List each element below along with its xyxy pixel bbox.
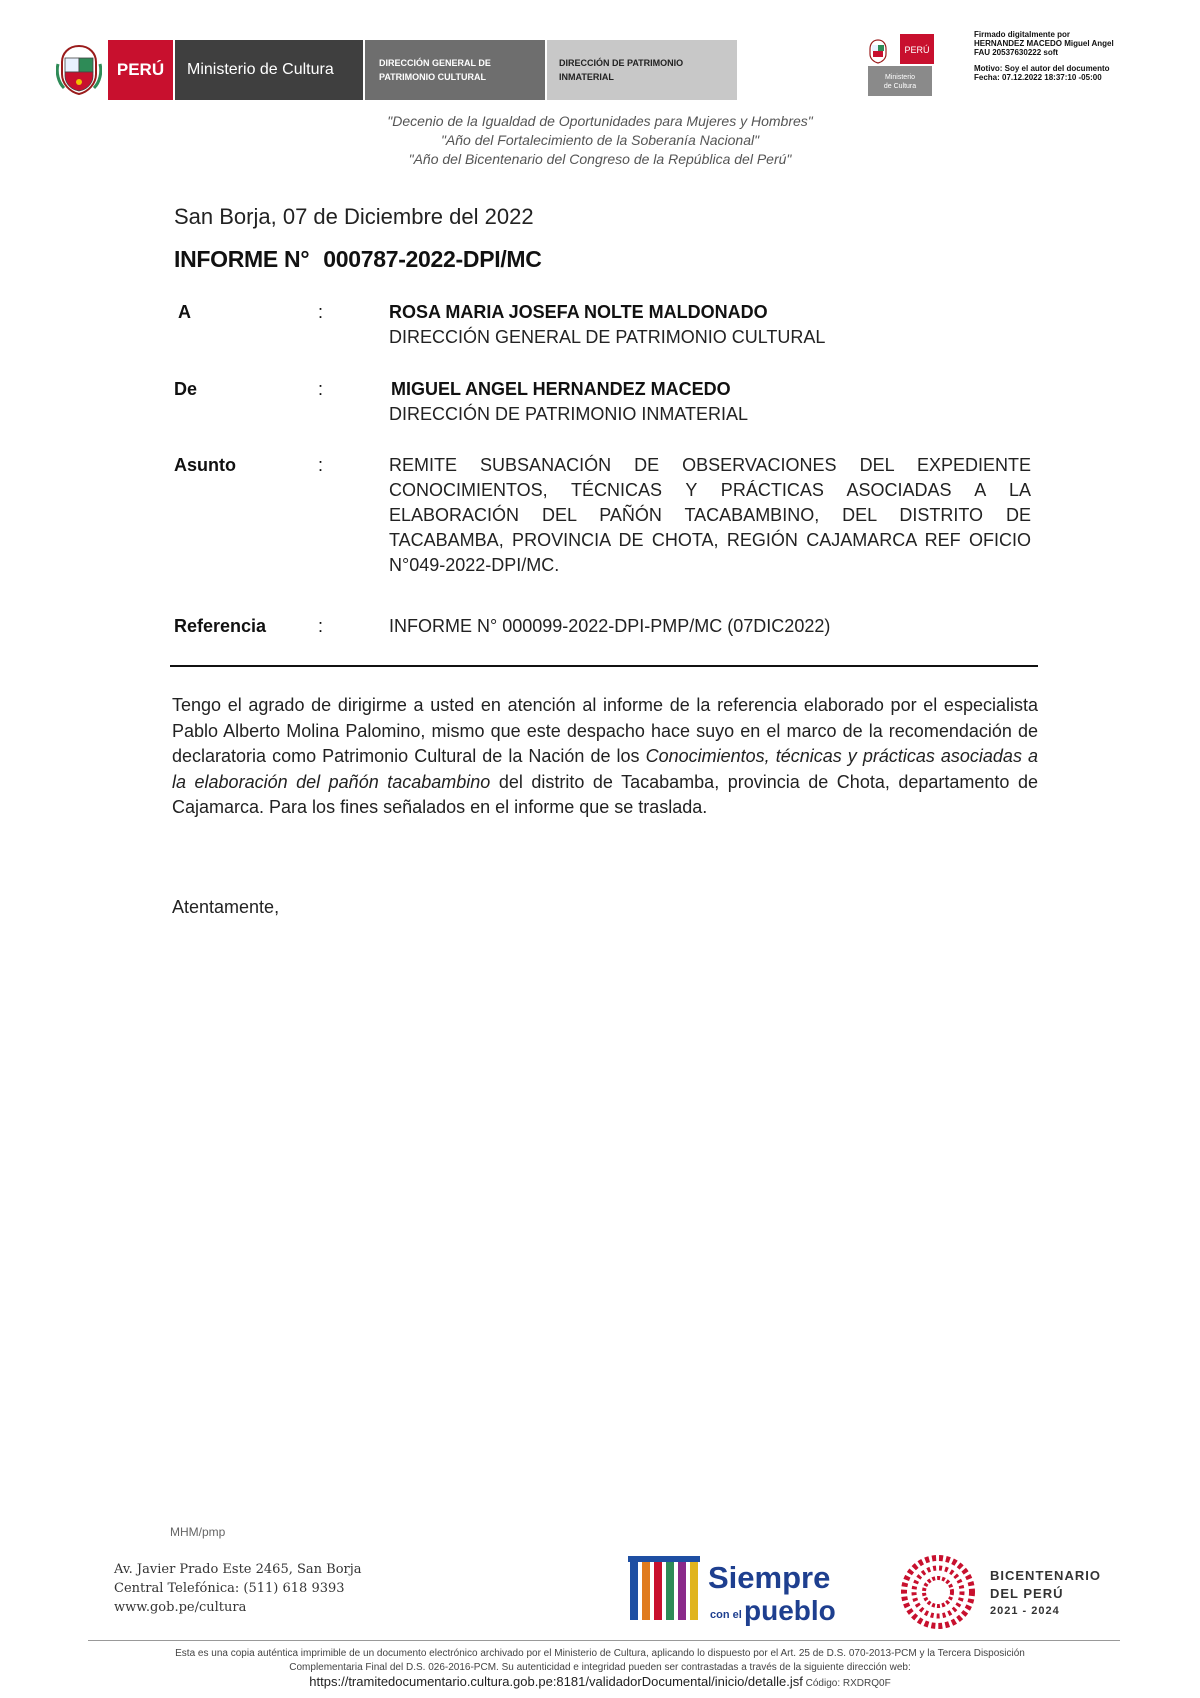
bicent-line-2: DEL PERÚ <box>990 1586 1064 1601</box>
bicentenario-emblem-icon <box>904 1558 972 1626</box>
signature-line: FAU 20537630222 soft <box>974 48 1059 57</box>
footer-legal <box>100 1647 1100 1691</box>
website-link[interactable]: www.gob.pe/cultura <box>114 1600 247 1615</box>
from-colon: : <box>318 379 324 399</box>
to-value <box>389 300 1031 350</box>
coat-of-arms-icon <box>56 44 102 96</box>
reference-label: Referencia <box>174 616 267 636</box>
address-block <box>114 1560 362 1617</box>
body-part-2: del distrito de Tacabamba, provincia de Chota, departamento de Cajamarca. Para los fines señalados en el informe que se traslada. <box>172 771 1038 817</box>
closing: Atentamente, <box>172 897 280 917</box>
dg-line-1: DIRECCIÓN GENERAL DE <box>379 58 491 68</box>
document-date: San Borja, 07 de Diciembre del 2022 <box>174 204 534 229</box>
subject-colon: : <box>318 455 324 475</box>
body-paragraph <box>172 693 1038 821</box>
footer-line: Esta es una copia auténtica imprimible de un documento electrónico archivado por el Ministerio de Cultura, aplicando lo dispuesto por el Art. 25 de D.S. 070-2013-PCM y la Tercera Disposición <box>175 1648 1025 1659</box>
subject-label: Asunto <box>174 455 236 475</box>
informe-number: 000787-2022-DPI/MC <box>323 246 542 272</box>
digital-signature-stamp <box>866 34 934 96</box>
header-divider <box>170 665 1038 667</box>
stamp-icon <box>866 34 934 96</box>
reference-colon: : <box>318 616 324 636</box>
to-office: DIRECCIÓN GENERAL DE PATRIMONIO CULTURAL <box>389 327 826 347</box>
motto-line: "Decenio de la Igualdad de Oportunidades para Mujeres y Hombres" <box>387 113 813 129</box>
signature-line: HERNANDEZ MACEDO Miguel Angel <box>974 39 1114 48</box>
from-value <box>391 377 1033 427</box>
reference-text: INFORME N° 000099-2022-DPI-PMP/MC (07DIC2022) <box>389 616 831 636</box>
subject-text: REMITE SUBSANACIÓN DE OBSERVACIONES DEL EXPEDIENTE CONOCIMIENTOS, TÉCNICAS Y PRÁCTICAS ASOCIADAS A LA ELABORACIÓN DEL PAÑÓN TACABAMBINO, DEL DISTRITO DE TACABAMBA, PROVINCIA DE CHOTA, REGIÓN CAJAMARCA REF OFICIO N°049-2022-DPI/MC. <box>389 455 1031 575</box>
bicentenario-logo <box>898 1552 1136 1632</box>
body-part-1: Tengo el agrado de dirigirme a usted en atención al informe de la referencia elaborado por el especialista Pablo Alberto Molina Palomino, mismo que este despacho hace suyo en el marco de la recomendación de declaratoria como Patrimonio Cultural de la Nación de los <box>172 695 1038 766</box>
motto-line: "Año del Bicentenario del Congreso de la República del Perú" <box>408 151 792 167</box>
document-title <box>174 246 542 273</box>
footer-line: Complementaria Final del D.S. 026-2016-PCM. Su autenticidad e integridad pueden ser contrastadas a través de la siguiente dirección web: <box>289 1662 911 1673</box>
to-colon: : <box>318 302 324 322</box>
signature-line: Fecha: 07.12.2022 18:37:10 -05:00 <box>974 73 1102 82</box>
year-mottos <box>0 112 1200 169</box>
peru-label: PERÚ <box>108 40 175 100</box>
dg-line-2: PATRIMONIO CULTURAL <box>379 72 486 82</box>
signature-info <box>974 30 1194 82</box>
dp-line-1: DIRECCIÓN DE PATRIMONIO <box>559 58 684 68</box>
bicent-line-3: 2021 - 2024 <box>990 1605 1060 1617</box>
to-name: ROSA MARIA JOSEFA NOLTE MALDONADO <box>389 302 768 322</box>
ministry-header-bar <box>108 40 737 100</box>
to-label: A <box>178 302 191 322</box>
informe-label: INFORME N° <box>174 246 310 272</box>
dp-label <box>547 40 737 100</box>
address-line: Av. Javier Prado Este 2465, San Borja <box>114 1562 362 1577</box>
stamp-min-line-1: Ministerio <box>885 74 915 81</box>
pillars-icon <box>628 1556 700 1620</box>
initials: MHM/pmp <box>170 1525 226 1539</box>
code-label: Código: <box>805 1678 841 1689</box>
validation-url[interactable]: https://tramitedocumentario.cultura.gob.pe:8181/validadorDocumental/inicio/detalle.jsf <box>309 1674 803 1689</box>
body-italic: Conocimientos, técnicas y prácticas asociadas a la elaboración del pañón tacabambino <box>172 746 1039 792</box>
signature-line: Firmado digitalmente por <box>974 30 1071 39</box>
from-label: De <box>174 379 198 399</box>
con-el-text: con el <box>710 1609 742 1621</box>
bicent-line-1: BICENTENARIO <box>990 1568 1101 1583</box>
from-office: DIRECCIÓN DE PATRIMONIO INMATERIAL <box>389 404 749 424</box>
from-name: MIGUEL ANGEL HERNANDEZ MACEDO <box>391 379 731 399</box>
code-value: RXDRQ0F <box>842 1678 891 1689</box>
stamp-peru-text: PERÚ <box>904 45 930 55</box>
siempre-con-el-pueblo-logo <box>628 1554 848 1626</box>
ministry-label: Ministerio de Cultura <box>175 40 365 100</box>
stamp-min-line-2: de Cultura <box>883 83 917 90</box>
dp-line-2: INMATERIAL <box>559 72 614 82</box>
pueblo-text: pueblo <box>744 1595 836 1626</box>
siempre-text: Siempre <box>708 1560 831 1595</box>
dg-label <box>365 40 547 100</box>
footer-divider <box>88 1640 1120 1641</box>
phone-line: Central Telefónica: (511) 618 9393 <box>114 1581 345 1596</box>
motto-line: "Año del Fortalecimiento de la Soberanía Nacional" <box>440 132 760 148</box>
signature-line: Motivo: Soy el autor del documento <box>974 64 1110 73</box>
